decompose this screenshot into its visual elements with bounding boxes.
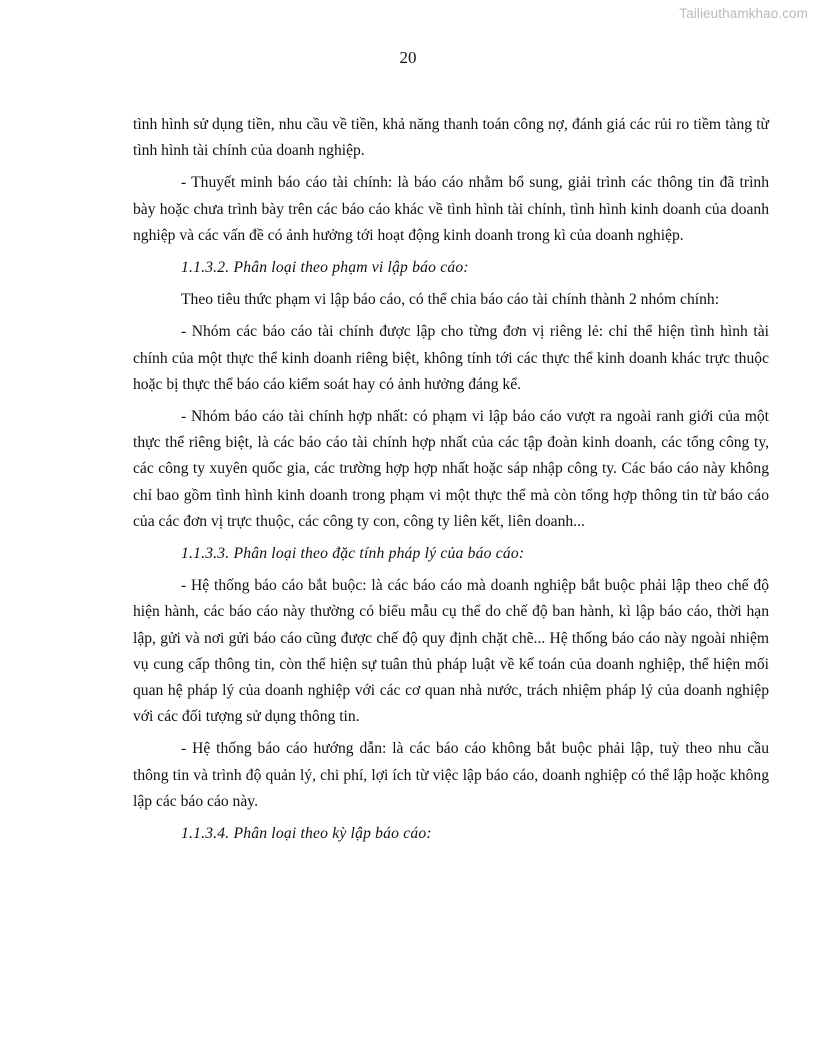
section-heading-1-1-3-3: 1.1.3.3. Phân loại theo đặc tính pháp lý của báo cáo: <box>181 545 525 563</box>
paragraph-mandatory-reports: - Hệ thống báo cáo bắt buộc: là các báo cáo mà doanh nghiệp bắt buộc phải lập theo chế độ hiện hành, các báo cáo này thường có biểu mẫu cụ thể do chế độ ban hành, kì lập báo cáo, thời hạn lập, gửi và nơi gửi báo cáo cũng được chế độ quy định chặt chẽ... Hệ thống báo cáo này ngoài nhiệm vụ cung cấp thông tin, còn thể hiện sự tuân thủ pháp luật về kế toán của doanh nghiệp, thể hiện mối quan hệ pháp lý của doanh nghiệp với các cơ quan nhà nước, trách nhiệm pháp lý của doanh nghiệp với các đối tượng sử dụng thông tin. <box>133 577 769 726</box>
paragraph-guidance-reports: - Hệ thống báo cáo hướng dẫn: là các báo cáo không bắt buộc phải lập, tuỳ theo nhu cầu thông tin và trình độ quản lý, chi phí, lợi ích từ việc lập báo cáo, doanh nghiệp có thể lập hoặc không lập các báo cáo này. <box>133 740 769 810</box>
section-heading-1-1-3-4: 1.1.3.4. Phân loại theo kỳ lập báo cáo: <box>181 825 432 843</box>
paragraph-individual-reports: - Nhóm các báo cáo tài chính được lập cho từng đơn vị riêng lẻ: chỉ thể hiện tình hình tài chính của một thực thể kinh doanh riêng biệt, không tính tới các thực thể kinh doanh khác trực thuộc hoặc bị thực thể báo cáo kiểm soát hay có ảnh hưởng đáng kể. <box>133 323 769 393</box>
paragraph-financial-notes: - Thuyết minh báo cáo tài chính: là báo cáo nhằm bổ sung, giải trình các thông tin đã trình bày hoặc chưa trình bày trên các báo cáo khác về tình hình tài chính, tình hình kinh doanh của doanh nghiệp và các vấn đề có ảnh hưởng tới hoạt động kinh doanh trong kì của doanh nghiệp. <box>133 174 769 244</box>
section-heading-1-1-3-2: 1.1.3.2. Phân loại theo phạm vi lập báo cáo: <box>181 259 469 277</box>
paragraph-consolidated-reports: - Nhóm báo cáo tài chính hợp nhất: có phạm vi lập báo cáo vượt ra ngoài ranh giới của một thực thể riêng biệt, là các báo cáo tài chính hợp nhất của các tập đoàn kinh doanh, các tổng công ty, các công ty xuyên quốc gia, các trường hợp hợp nhất hoặc sáp nhập công ty. Các báo cáo này không chỉ bao gồm tình hình kinh doanh trong phạm vi một thực thể mà còn tổng hợp thông tin từ báo cáo của các đơn vị trực thuộc, các công ty con, công ty liên kết, liên doanh... <box>133 408 769 530</box>
document-body <box>133 112 769 853</box>
paragraph-continuation: tình hình sử dụng tiền, nhu cầu về tiền, khả năng thanh toán công nợ, đánh giá các rủi ro tiềm tàng từ tình hình tài chính của doanh nghiệp. <box>133 116 769 160</box>
watermark-text: Tailieuthamkhao.com <box>679 6 808 21</box>
page-number: 20 <box>399 48 417 67</box>
paragraph-scope-intro: Theo tiêu thức phạm vi lập báo cáo, có thể chia báo cáo tài chính thành 2 nhóm chính: <box>181 291 720 309</box>
